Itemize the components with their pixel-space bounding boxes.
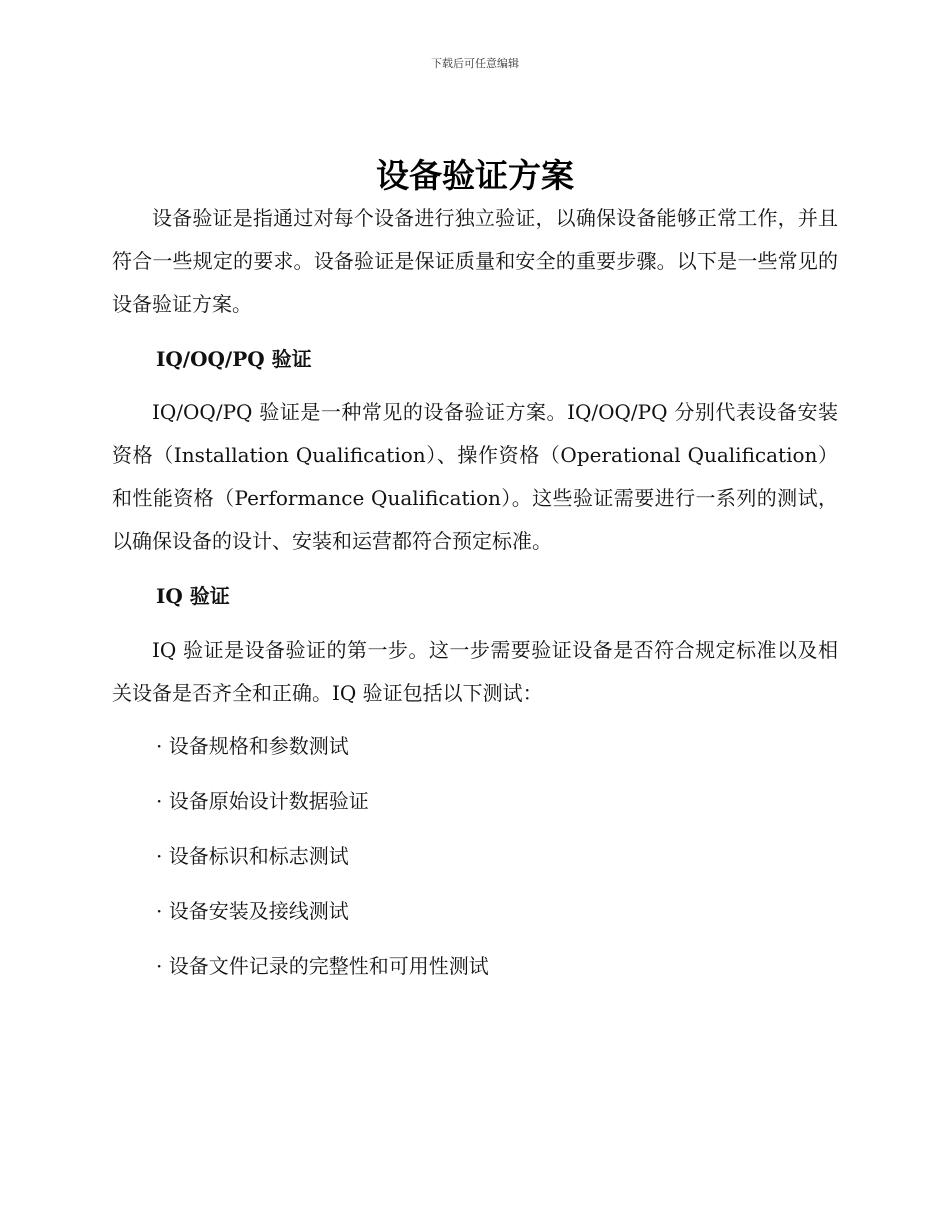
page-title: 设备验证方案 (376, 156, 574, 195)
list-item: · 设备原始设计数据验证 (156, 789, 369, 813)
section-paragraph-iq-oq-pq: IQ/OQ/PQ 验证是一种常见的设备验证方案。IQ/OQ/PQ 分别代表设备安装资格（Installation Qualification）、操作资格（Operational Qualification）和性能资格（Performance Qualification）。这些验证需要进行一系列的测试，以确保设备的设计、安装和运营都符合预定标准。 (112, 400, 838, 553)
list-item: · 设备规格和参数测试 (156, 734, 349, 758)
header-note: 下载后可任意编辑 (431, 57, 519, 70)
list-item: · 设备安装及接线测试 (156, 899, 349, 923)
section-heading-iq-oq-pq: IQ/OQ/PQ 验证 (156, 347, 312, 371)
list-item: · 设备文件记录的完整性和可用性测试 (156, 954, 489, 978)
section-heading-iq: IQ 验证 (156, 584, 230, 608)
list-item: · 设备标识和标志测试 (156, 844, 349, 868)
section-paragraph-iq: IQ 验证是设备验证的第一步。这一步需要验证设备是否符合规定标准以及相关设备是否齐全和正确。IQ 验证包括以下测试： (112, 638, 838, 705)
intro-paragraph: 设备验证是指通过对每个设备进行独立验证，以确保设备能够正常工作，并且符合一些规定的要求。设备验证是保证质量和安全的重要步骤。以下是一些常见的设备验证方案。 (112, 206, 838, 316)
iq-test-list (156, 731, 489, 1006)
